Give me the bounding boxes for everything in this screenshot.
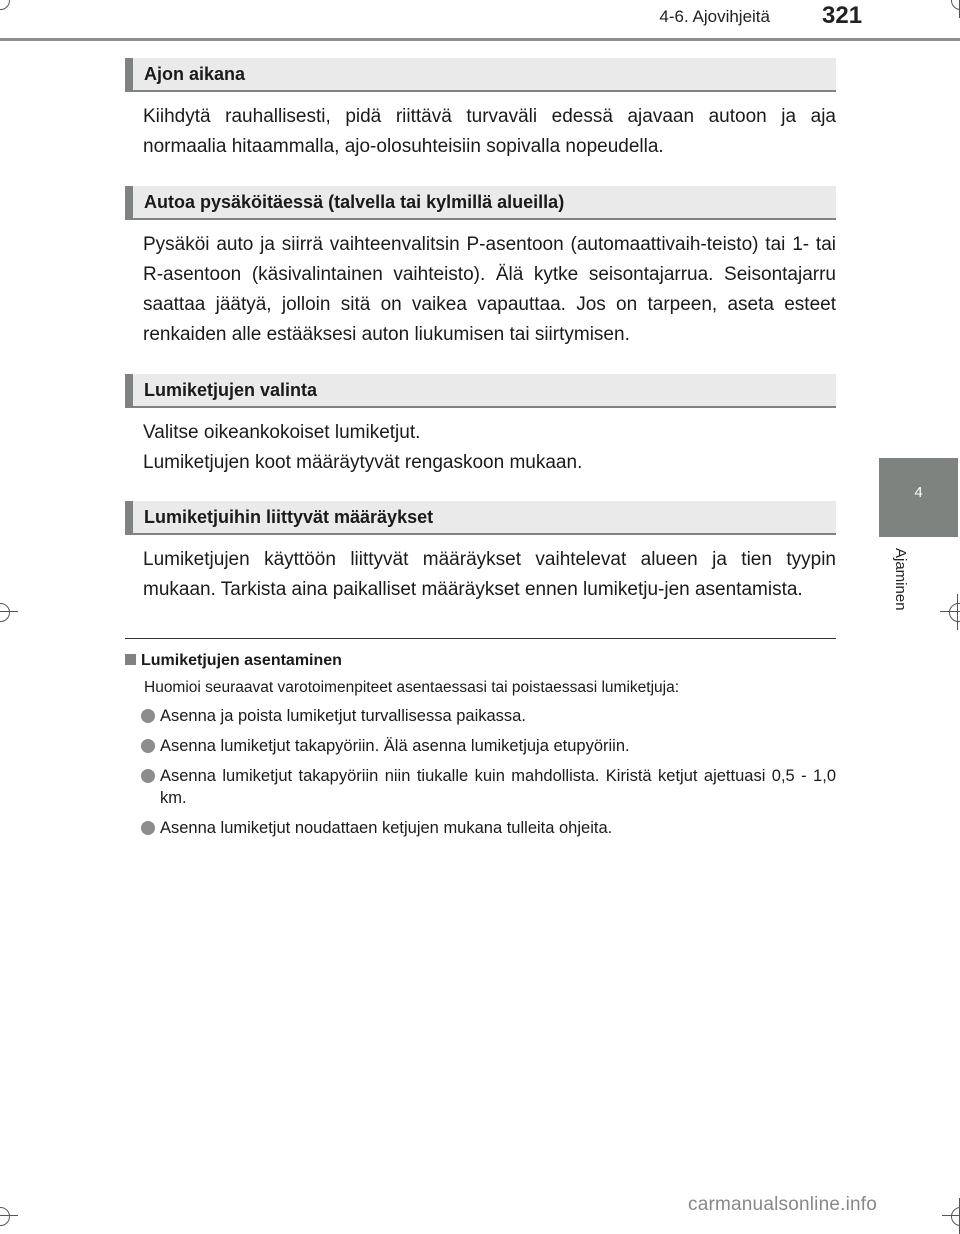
watermark: carmanualsonline.info bbox=[688, 1194, 878, 1215]
content-divider bbox=[125, 638, 836, 639]
notes-block bbox=[125, 650, 836, 847]
list-item: Asenna lumiketjut takapyöriin niin tiukalle kuin mahdollista. Kiristä ketjut ajettuasi 0,5 - 1,0 km. bbox=[125, 765, 836, 809]
chapter-number: 4 bbox=[914, 484, 923, 501]
chapter-tab bbox=[879, 458, 958, 537]
main-content bbox=[125, 58, 836, 605]
crop-mark-mid-left bbox=[0, 594, 18, 630]
notes-list bbox=[125, 705, 836, 839]
list-item: Asenna lumiketjut noudattaen ketjujen mukana tulleita ohjeita. bbox=[125, 817, 836, 839]
chain-selection-line-1: Valitse oikeankokoiset lumiketjut. bbox=[143, 422, 421, 443]
section-text-chain-selection bbox=[143, 418, 836, 478]
chapter-label: Ajaminen bbox=[892, 548, 909, 611]
notes-title-text: Lumiketjujen asentaminen bbox=[141, 652, 342, 669]
section-text-driving: Kiihdytä rauhallisesti, pidä riittävä turvaväli edessä ajavaan autoon ja aja normaalia hitaammalla, ajo-olosuhteisiin sopivalla nopeudella. bbox=[143, 106, 836, 157]
circle-bullet-icon bbox=[141, 821, 155, 835]
section-text-chain-regulations: Lumiketjujen käyttöön liittyvät määräykset vaihtelevat alueen ja tien tyypin mukaan. Tarkista aina paikalliset määräykset ennen lumiketju-jen asentamista. bbox=[143, 549, 836, 600]
list-item: Asenna ja poista lumiketjut turvallisessa paikassa. bbox=[125, 705, 836, 727]
header-rule bbox=[0, 38, 960, 41]
notes-intro: Huomioi seuraavat varotoimenpiteet asentaessasi tai poistaessasi lumiketjuja: bbox=[144, 679, 680, 696]
section-heading-parking: Autoa pysäköitäessä (talvella tai kylmillä alueilla) bbox=[125, 186, 836, 220]
section-text-parking: Pysäköi auto ja siirrä vaihteenvalitsin P-asentoon (automaattivaih-teisto) tai 1- tai R-asentoon (käsivalintainen vaihteisto). Älä kytke seisontajarrua. Seisontajarru saattaa jäätyä, jolloin sitä on vaikea vapauttaa. Jos on tarpeen, aseta esteet renkaiden alle estääksesi auton liukumisen tai siirtymisen. bbox=[143, 234, 836, 345]
crop-mark-bottom-right bbox=[942, 1198, 960, 1234]
chain-selection-line-2: Lumiketjujen koot määräytyvät rengaskoon mukaan. bbox=[143, 452, 583, 473]
circle-bullet-icon bbox=[141, 769, 155, 783]
notes-title bbox=[125, 650, 836, 672]
list-item: Asenna lumiketjut takapyöriin. Älä asenna lumiketjuja etupyöriin. bbox=[125, 735, 836, 757]
page-header bbox=[0, 0, 960, 44]
section-title: 4-6. Ajovihjeitä bbox=[659, 7, 770, 26]
section-heading-driving: Ajon aikana bbox=[125, 58, 836, 92]
square-bullet-icon bbox=[125, 654, 136, 665]
crop-mark-bottom-left bbox=[0, 1198, 18, 1234]
crop-mark-mid-right bbox=[940, 594, 960, 630]
circle-bullet-icon bbox=[141, 739, 155, 753]
section-heading-chain-selection: Lumiketjujen valinta bbox=[125, 374, 836, 408]
circle-bullet-icon bbox=[141, 709, 155, 723]
section-heading-chain-regulations: Lumiketjuihin liittyvät määräykset bbox=[125, 501, 836, 535]
page-number: 321 bbox=[822, 2, 863, 29]
